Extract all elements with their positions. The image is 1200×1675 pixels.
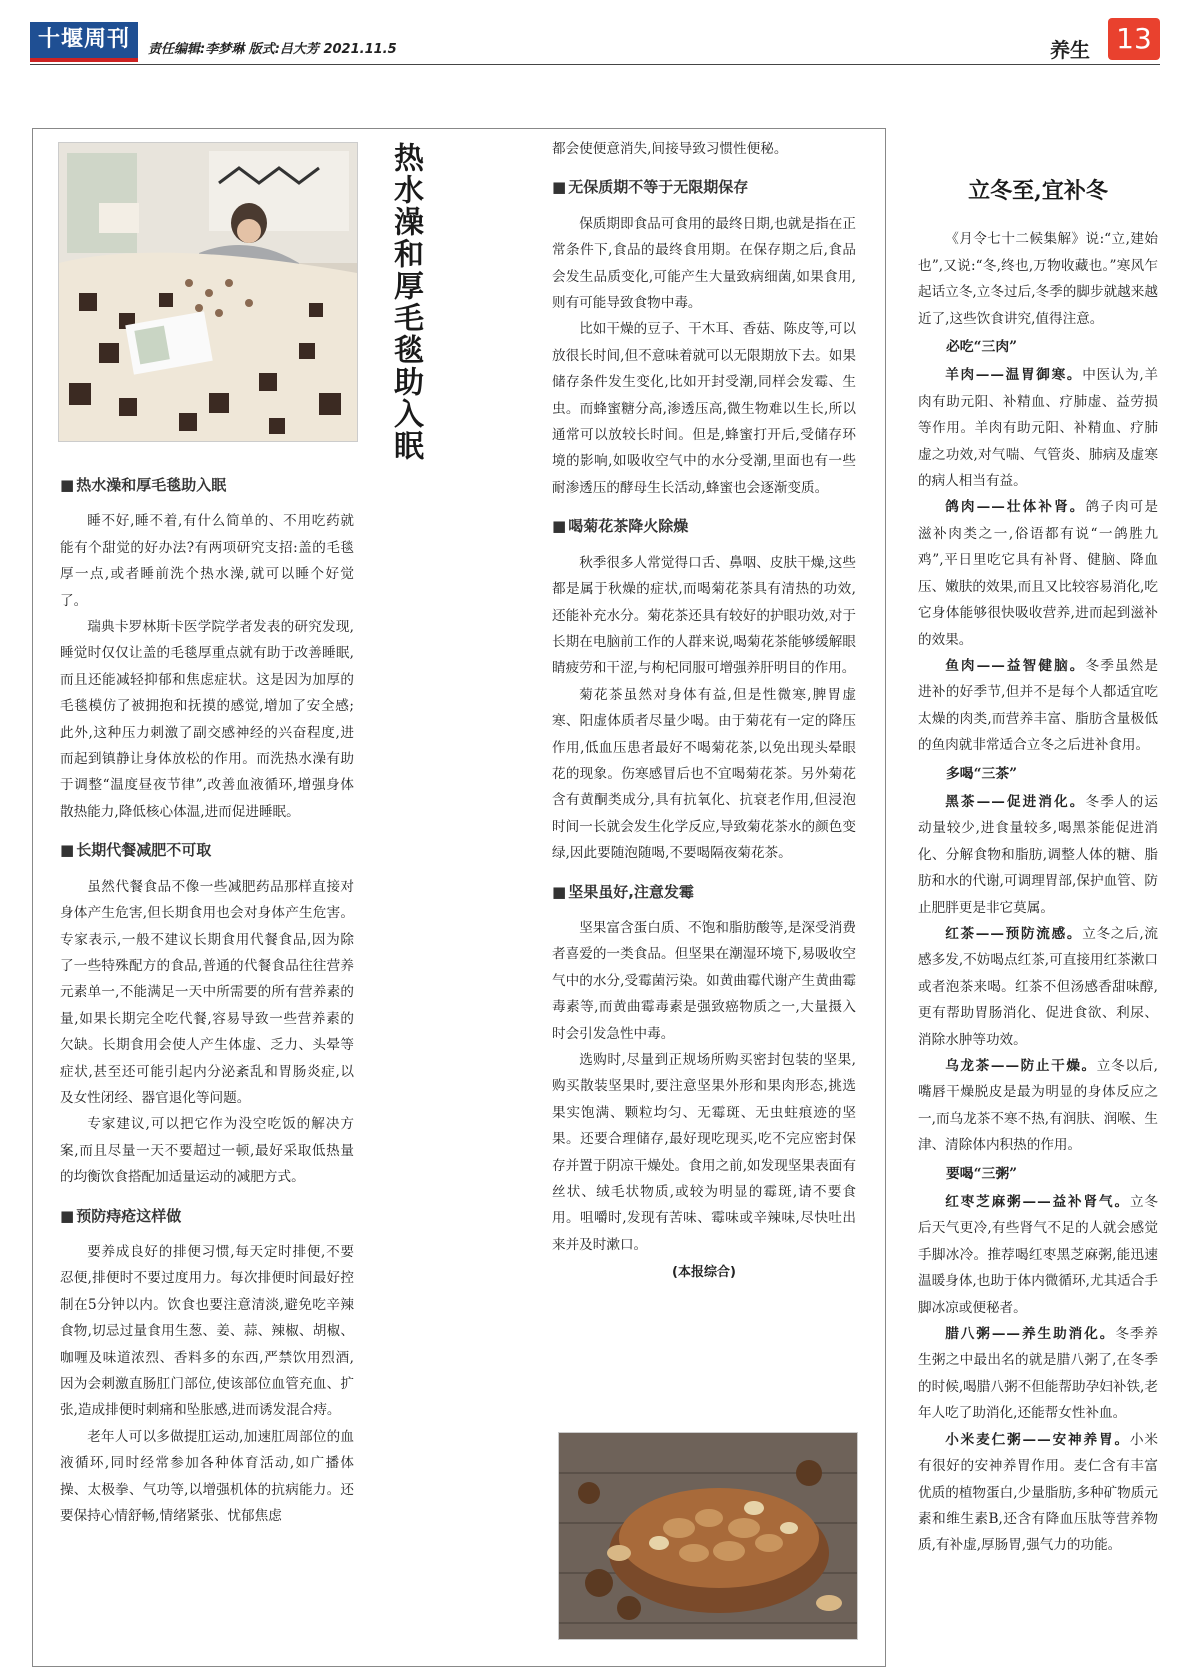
paragraph [918,921,1158,1053]
paragraph: 要养成良好的排便习惯,每天定时排便,不要忍便,排便时不要过度用力。每次排便时间最好控制在5分钟以内。饮食也要注意清淡,避免吃辛辣食物,切忌过量食用生葱、姜、蒜、辣椒、胡椒、咖喱及味道浓烈、香料多的东西,严禁饮用烈酒,因为会刺激直肠肛门部位,使该部位血管充血、扩张,造成排便时刺痛和坠胀感,进而诱发混合痔。 [60,1243,354,1419]
paragraph: 选购时,尽量到正规场所购买密封包装的坚果,购买散装坚果时,要注意坚果外形和果肉形态,挑选果实饱满、颗粒均匀、无霉斑、无虫蛀痕迹的坚果。还要合理储存,最好现吃现买,吃不完应密封保存并置于阴凉干燥处。食用之前,如发现坚果表面有丝状、绒毛状物质,或较为明显的霉斑,请不要食用。咀嚼时,发现有苦味、霉味或辛辣味,尽快吐出来并及时漱口。 [552,1052,856,1253]
item-keyword: 红茶——预防流感。 [945,925,1083,942]
item-text: 冬季人的运动量较少,进食量较多,喝黑茶能促进消化、分解食物和脂肪,调整人体的糖、脂肪和水的代谢,可调理胃部,保护血管、防止肥胖更是非它莫属。 [918,793,1158,916]
page-number: 13 [1108,18,1160,60]
subheading-teas: 多喝“三茶” [946,765,1018,782]
paragraph [918,1053,1158,1159]
paragraph [918,789,1158,921]
article-column-1 [60,460,354,1529]
section-heading-chrysanthemum: ■ 喝菊花茶降火除燥 [552,513,856,539]
section-heading-diet-meal: ■ 长期代餐减肥不可取 [60,837,354,863]
woman-blanket-illustration [59,143,357,441]
nuts-bowl-illustration [559,1433,857,1639]
item-keyword: 鱼肉——益智健脑。 [945,657,1086,674]
paragraph [918,653,1158,759]
paragraph: 坚果富含蛋白质、不饱和脂肪酸等,是深受消费者喜爱的一类食品。但坚果在潮湿环境下,易吸收空气中的水分,受霉菌污染。如黄曲霉代谢产生黄曲霉毒素等,而黄曲霉毒素是强致癌物质之一,大量摄入时会引发急性中毒。 [552,919,856,1042]
item-keyword: 红枣芝麻粥——益补肾气。 [945,1194,1130,1211]
article-column-2 [552,136,856,1287]
logo-underline [30,58,138,62]
item-keyword: 腊八粥——养生助消化。 [945,1326,1116,1343]
item-keyword: 乌龙茶——防止干燥。 [945,1058,1097,1074]
item-text: 冬季虽然是进补的好季节,但并不是每个人都适宜吃太燥的肉类,而营养丰富、脂肪含量极低的鱼肉就非常适合立冬之后进补食用。 [918,657,1158,754]
item-text: 中医认为,羊肉有助元阳、补精血、疗肺虚、益劳损等作用。羊肉有助元阳、补精血、疗肺虚之功效,对气喘、气管炎、肺病及虚寒的病人相当有益。 [918,367,1159,490]
section-heading-shelf-life: ■ 无保质期不等于无限期保存 [552,174,856,200]
subheading-meats: 必吃“三肉” [946,339,1018,356]
paragraph: 老年人可以多做提肛运动,加速肛周部位的血液循环,同时经常参加各种体育活动,如广播体操、太极拳、气功等,以增强机体的抗病能力。还要保持心情舒畅,情绪紧张、忧郁焦虑 [60,1428,354,1525]
item-text: 鸽子肉可是滋补肉类之一,俗语都有说“一鸽胜九鸡”,平日里吃它具有补肾、健脑、降血压、嫩肤的效果,而且又比较容易消化,吃它身体能够很快吸收营养,进而起到滋补的效果。 [918,499,1158,648]
blanket-photo [58,142,358,442]
paragraph [918,1427,1158,1559]
paragraph: 虽然代餐食品不像一些减肥药品那样直接对身体产生危害,但长期食用也会对身体产生危害。专家表示,一般不建议长期食用代餐食品,因为除了一些特殊配方的食品,普通的代餐食品往往营养元素单一,不能满足一天中所需要的所有营养素的量,如果长期完全吃代餐,容易导致一些营养素的欠缺。长期食用会使人产生体虚、乏力、头晕等症状,甚至还可能引起内分泌紊乱和胃肠炎症,以及女性闭经、器官退化等问题。 [60,878,354,1106]
paragraph: 比如干燥的豆子、干木耳、香菇、陈皮等,可以放很长时间,但不意味着就可以无限期放下去。如果储存条件发生变化,比如开封受潮,同样会发霉、生虫。而蜂蜜糖分高,渗透压高,微生物难以生长,所以通常可以放较长时间。但是,蜂蜜打开后,受储存环境的影响,如吸收空气中的水分受潮,里面也有一些耐渗透压的酵母生长活动,蜂蜜也会逐渐变质。 [552,321,856,496]
section-heading-nuts: ■ 坚果虽好,注意发霉 [552,879,856,905]
source-credit: (本报综合) [672,1265,736,1281]
item-keyword: 羊肉——温胃御寒。 [945,367,1083,384]
nuts-photo [558,1432,858,1640]
feature-title: 热水澡和厚毛毯助入眠 [388,142,423,462]
paragraph [918,494,1158,652]
item-keyword: 黑茶——促进消化。 [945,793,1086,810]
editor-credits: 责任编辑:李梦琳 版式:吕大芳 2021.11.5 [148,42,397,57]
section-heading-sleep: ■ 热水澡和厚毛毯助入眠 [60,472,354,498]
sidebar-column [918,178,1158,1559]
sidebar-title: 立冬至,宜补冬 [968,178,1108,204]
paragraph [918,1321,1158,1427]
newspaper-logo: 十堰周刊 [30,22,138,58]
section-name: 养生 [1050,38,1090,62]
section-heading-hemorrhoids: ■ 预防痔疮这样做 [60,1203,354,1229]
paragraph: 睡不好,睡不着,有什么简单的、不用吃药就能有个甜觉的好办法?有两项研究支招:盖的毛毯厚一点,或者睡前洗个热水澡,就可以睡个好觉了。 [60,513,354,609]
item-keyword: 小米麦仁粥——安神养胃。 [945,1431,1130,1448]
subheading-congee: 要喝“三粥” [946,1165,1018,1182]
item-keyword: 鸽肉——壮体补肾。 [945,499,1086,516]
item-text: 小米有很好的安神养胃作用。麦仁含有丰富优质的植物蛋白,少量脂肪,多种矿物质元素和维生素B,还含有降血压肽等营养物质,有补虚,厚肠胃,强气力的功能。 [918,1431,1158,1554]
paragraph: 《月令七十二候集解》说:“立,建始也”,又说:“冬,终也,万物收藏也。”寒风乍起话立冬,立冬过后,冬季的脚步就越来越近了,这些饮食讲究,值得注意。 [918,231,1158,327]
paragraph [918,362,1158,494]
paragraph: 秋季很多人常觉得口舌、鼻咽、皮肤干燥,这些都是属于秋燥的症状,而喝菊花茶具有清热的功效,还能补充水分。菊花茶还具有较好的护眼功效,对于长期在电脑前工作的人群来说,喝菊花茶能够缓解眼睛疲劳和干涩,与枸杞同服可增强养肝明目的作用。 [552,554,856,677]
paragraph: 专家建议,可以把它作为没空吃饭的解决方案,而且尽量一天不要超过一顿,最好采取低热量的均衡饮食搭配加适量运动的减肥方式。 [60,1116,354,1186]
paragraph: 瑞典卡罗林斯卡医学院学者发表的研究发现,睡觉时仅仅让盖的毛毯厚重点就有助于改善睡眠,而且还能减轻抑郁和焦虑症状。这是因为加厚的毛毯模仿了被拥抱和抚摸的感觉,增加了安全感;此外,这种压力刺激了副交感神经的兴奋程度,进而起到镇静让身体放松的作用。而洗热水澡有助于调整“温度昼夜节律”,改善血液循环,增强身体散热能力,降低核心体温,进而促进睡眠。 [60,619,354,820]
item-text: 立冬之后,流感多发,不妨喝点红茶,可直接用红茶漱口或者泡茶来喝。红茶不但汤感香甜味醇,更有帮助胃肠消化、促进食欲、利尿、消除水肿等功效。 [918,925,1159,1048]
paragraph: 保质期即食品可食用的最终日期,也就是指在正常条件下,食品的最终食用期。在保存期之后,食品会发生品质变化,可能产生大量致病细菌,如果食用,则有可能导致食物中毒。 [552,215,856,312]
item-text: 冬季养生粥之中最出名的就是腊八粥了,在冬季的时候,喝腊八粥不但能帮助孕妇补铁,老年人吃了助消化,还能帮女性补血。 [918,1326,1159,1422]
item-text: 立冬以后,嘴唇干燥脱皮是最为明显的身体反应之一,而乌龙茶不寒不热,有润肤、润喉、生津、清除体内积热的作用。 [918,1058,1159,1154]
paragraph: 菊花茶虽然对身体有益,但是性微寒,脾胃虚寒、阳虚体质者尽量少喝。由于菊花有一定的降压作用,低血压患者最好不喝菊花茶,以免出现头晕眼花的现象。伤寒感冒后也不宜喝菊花茶。另外菊花含有黄酮类成分,具有抗氧化、抗衰老作用,但浸泡时间一长就会发生化学反应,导致菊花茶水的颜色变绿,因此要随泡随喝,不要喝隔夜菊花茶。 [552,686,856,862]
paragraph-continued: 都会使便意消失,间接导致习惯性便秘。 [552,141,788,157]
masthead [30,18,1160,65]
item-text: 立冬后天气更冷,有些肾气不足的人就会感觉手脚冰冷。推荐喝红枣黑芝麻粥,能迅速温暖身体,也助于体内微循环,尤其适合手脚冰凉或便秘者。 [918,1194,1158,1316]
paragraph [918,1189,1158,1321]
